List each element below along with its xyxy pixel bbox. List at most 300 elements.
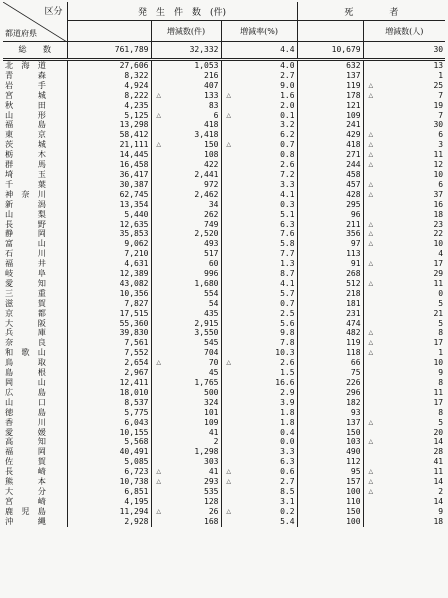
deaths-change: 17 xyxy=(433,338,444,348)
rate-decrease-mark xyxy=(221,348,233,358)
table-row xyxy=(3,338,445,348)
cases-decrease-mark xyxy=(151,81,163,91)
rate-decrease-mark xyxy=(221,120,233,130)
rate-decrease-mark xyxy=(221,408,233,418)
cases-rate: 4.1 xyxy=(280,189,295,199)
cases-decrease-mark xyxy=(151,220,163,230)
deaths-count: 95 xyxy=(297,467,363,477)
deaths-decrease-mark xyxy=(363,447,375,457)
prefecture-name: 沖 縄 xyxy=(5,516,46,526)
deaths-count: 150 xyxy=(297,428,363,438)
deaths-count: 458 xyxy=(297,170,363,180)
prefecture-name: 高 知 xyxy=(5,437,46,447)
deaths-change: 19 xyxy=(433,100,444,110)
table-row xyxy=(3,477,445,487)
prefecture-name: 山 形 xyxy=(5,110,46,120)
cases-count: 4,235 xyxy=(67,101,151,111)
cases-change: 26 xyxy=(208,506,219,516)
total-cases: 761,789 xyxy=(67,42,151,60)
cases-decrease-mark xyxy=(151,408,163,418)
prefecture-name: 新 潟 xyxy=(5,199,46,209)
deaths-change: 8 xyxy=(438,407,444,417)
table-row xyxy=(3,140,445,150)
deaths-count: 296 xyxy=(297,388,363,398)
cases-rate: 0.7 xyxy=(280,298,295,308)
cases-count: 21,111 xyxy=(67,140,151,150)
deaths-count: 66 xyxy=(297,358,363,368)
deaths-count: 109 xyxy=(297,111,363,121)
deaths-change: 25 xyxy=(433,80,444,90)
table-row xyxy=(3,497,445,507)
rate-decrease-mark xyxy=(221,309,233,319)
cases-count: 5,568 xyxy=(67,437,151,447)
deaths-count: 100 xyxy=(297,487,363,497)
cases-rate: 4.1 xyxy=(280,278,295,288)
cases-rate: 5.4 xyxy=(280,516,295,526)
prefecture-name: 滋 賀 xyxy=(5,298,46,308)
cases-change: 435 xyxy=(204,308,219,318)
rate-decrease-mark xyxy=(221,249,233,259)
deaths-count: 428 xyxy=(297,190,363,200)
cases-change: 168 xyxy=(204,516,219,526)
prefecture-name: 愛 知 xyxy=(5,278,46,288)
cases-count: 4,631 xyxy=(67,259,151,269)
rate-decrease-mark: △ xyxy=(221,477,233,487)
cases-decrease-mark xyxy=(151,368,163,378)
table-row xyxy=(3,289,445,299)
prefecture-name: 福 島 xyxy=(5,120,46,130)
cases-count: 8,537 xyxy=(67,398,151,408)
deaths-count: 490 xyxy=(297,447,363,457)
cases-change: 972 xyxy=(204,179,219,189)
deaths-count: 119 xyxy=(297,338,363,348)
cases-decrease-mark xyxy=(151,200,163,210)
deaths-change: 28 xyxy=(433,447,444,457)
deaths-decrease-mark: △ xyxy=(363,487,375,497)
deaths-count: 150 xyxy=(297,507,363,517)
deaths-count: 356 xyxy=(297,229,363,239)
cases-rate: 3.3 xyxy=(280,179,295,189)
cases-change: 133 xyxy=(204,90,219,100)
cases-change: 2,441 xyxy=(194,169,219,179)
cases-count: 7,561 xyxy=(67,338,151,348)
cases-decrease-mark xyxy=(151,101,163,111)
cases-change: 407 xyxy=(204,80,219,90)
total-deaths-change: 30 xyxy=(375,42,445,60)
cases-change: 41 xyxy=(208,427,219,437)
deaths-decrease-mark xyxy=(363,111,375,121)
cases-change: 45 xyxy=(208,368,219,378)
cases-count: 4,924 xyxy=(67,81,151,91)
deaths-change: 17 xyxy=(433,397,444,407)
prefecture-name: 青 森 xyxy=(5,70,46,80)
table-row xyxy=(3,200,445,210)
deaths-decrease-mark xyxy=(363,71,375,81)
cases-count: 13,354 xyxy=(67,200,151,210)
deaths-change: 18 xyxy=(433,209,444,219)
prefecture-name: 静 岡 xyxy=(5,229,46,239)
cases-rate: 0.6 xyxy=(280,467,295,477)
table-row xyxy=(3,259,445,269)
rate-decrease-mark xyxy=(221,299,233,309)
cases-change: 324 xyxy=(204,397,219,407)
deaths-change: 21 xyxy=(433,308,444,318)
deaths-decrease-mark xyxy=(363,309,375,319)
table-row xyxy=(3,358,445,368)
deaths-count: 178 xyxy=(297,91,363,101)
deaths-decrease-mark xyxy=(363,497,375,507)
rate-decrease-mark xyxy=(221,368,233,378)
cases-count: 12,411 xyxy=(67,378,151,388)
prefecture-name: 広 島 xyxy=(5,387,46,397)
cases-change: 150 xyxy=(204,140,219,150)
cases-change: 996 xyxy=(204,269,219,279)
deaths-count: 113 xyxy=(297,249,363,259)
deaths-change: 10 xyxy=(433,239,444,249)
prefecture-name: 宮 城 xyxy=(5,90,46,100)
rate-decrease-mark xyxy=(221,457,233,467)
deaths-decrease-mark: △ xyxy=(363,259,375,269)
deaths-count: 295 xyxy=(297,200,363,210)
deaths-change: 8 xyxy=(438,378,444,387)
cases-rate: 3.2 xyxy=(280,120,295,130)
deaths-change: 17 xyxy=(433,259,444,269)
cases-decrease-mark xyxy=(151,497,163,507)
cases-rate: 0.0 xyxy=(280,437,295,447)
deaths-change: 0 xyxy=(438,288,444,298)
deaths-decrease-mark xyxy=(363,60,375,71)
prefecture-name: 岐 阜 xyxy=(5,269,46,279)
cases-rate: 0.8 xyxy=(280,150,295,160)
cases-change: 2,915 xyxy=(194,318,219,328)
rate-decrease-mark xyxy=(221,60,233,71)
deaths-count: 218 xyxy=(297,289,363,299)
cases-change: 101 xyxy=(204,407,219,417)
deaths-change: 16 xyxy=(433,199,444,209)
table-row xyxy=(3,418,445,428)
cases-decrease-mark xyxy=(151,517,163,527)
deaths-count: 93 xyxy=(297,408,363,418)
cases-rate: 2.6 xyxy=(280,160,295,170)
cases-group-header: 発 生 件 数 (件) xyxy=(67,2,297,21)
table-row xyxy=(3,348,445,358)
cases-rate: 2.5 xyxy=(280,308,295,318)
corner-bottom-label: 都道府県 xyxy=(5,29,37,38)
cases-count: 5,775 xyxy=(67,408,151,418)
cases-count: 27,606 xyxy=(67,60,151,71)
table-row xyxy=(3,487,445,497)
deaths-change: 4 xyxy=(438,249,444,259)
table-row xyxy=(3,269,445,279)
cases-count: 2,967 xyxy=(67,368,151,378)
deaths-decrease-mark xyxy=(363,428,375,438)
cases-rate: 3.9 xyxy=(280,397,295,407)
cases-rate: 6.3 xyxy=(280,457,295,467)
deaths-change: 5 xyxy=(438,318,444,328)
cases-decrease-mark xyxy=(151,180,163,190)
rate-decrease-mark xyxy=(221,388,233,398)
total-rate: 4.4 xyxy=(233,42,297,60)
prefecture-name: 愛 媛 xyxy=(5,427,46,437)
cases-rate: 0.3 xyxy=(280,199,295,209)
cases-change: 1,053 xyxy=(194,61,219,70)
cases-count: 6,723 xyxy=(67,467,151,477)
prefecture-name: 奈 良 xyxy=(5,338,46,348)
cases-rate: 0.2 xyxy=(280,506,295,516)
prefecture-name: 岩 手 xyxy=(5,80,46,90)
deaths-decrease-mark: △ xyxy=(363,437,375,447)
table-row xyxy=(3,210,445,220)
deaths-decrease-mark xyxy=(363,408,375,418)
deaths-decrease-mark xyxy=(363,517,375,527)
table-row xyxy=(3,150,445,160)
deaths-count: 97 xyxy=(297,239,363,249)
cases-rate-header: 増減率(%) xyxy=(221,21,297,42)
rate-decrease-mark xyxy=(221,279,233,289)
cases-rate: 1.8 xyxy=(280,417,295,427)
deaths-decrease-mark xyxy=(363,289,375,299)
rate-decrease-mark xyxy=(221,239,233,249)
cases-decrease-mark xyxy=(151,487,163,497)
deaths-change: 20 xyxy=(433,427,444,437)
deaths-change: 8 xyxy=(438,328,444,338)
deaths-total-header xyxy=(297,21,363,42)
deaths-decrease-mark xyxy=(363,368,375,378)
cases-rate: 9.8 xyxy=(280,328,295,338)
table-row xyxy=(3,299,445,309)
cases-count: 10,356 xyxy=(67,289,151,299)
cases-change: 34 xyxy=(208,199,219,209)
table-row xyxy=(3,279,445,289)
deaths-decrease-mark: △ xyxy=(363,348,375,358)
cases-rate: 7.2 xyxy=(280,169,295,179)
deaths-change: 2 xyxy=(438,486,444,496)
cases-change: 108 xyxy=(204,150,219,160)
deaths-change: 11 xyxy=(433,150,444,160)
cases-decrease-mark xyxy=(151,348,163,358)
cases-rate: 1.6 xyxy=(280,90,295,100)
table-row xyxy=(3,447,445,457)
cases-decrease-mark xyxy=(151,309,163,319)
header-row-top xyxy=(3,2,445,21)
prefecture-name: 三 重 xyxy=(5,288,46,298)
deaths-decrease-mark: △ xyxy=(363,467,375,477)
cases-change: 1,298 xyxy=(194,447,219,457)
table-row xyxy=(3,378,445,388)
prefecture-name: 山 梨 xyxy=(5,209,46,219)
prefecture-name: 神 奈 川 xyxy=(5,189,46,199)
cases-count: 2,654 xyxy=(67,358,151,368)
cases-rate: 1.5 xyxy=(280,368,295,378)
deaths-change: 22 xyxy=(433,229,444,239)
cases-rate: 7.7 xyxy=(280,249,295,259)
table-row xyxy=(3,160,445,170)
table-row xyxy=(3,517,445,527)
table-row xyxy=(3,180,445,190)
deaths-count: 632 xyxy=(297,60,363,71)
table-row xyxy=(3,111,445,121)
deaths-count: 103 xyxy=(297,437,363,447)
rate-decrease-mark: △ xyxy=(221,111,233,121)
cases-decrease-mark xyxy=(151,398,163,408)
deaths-change: 37 xyxy=(433,189,444,199)
cases-change: 1,680 xyxy=(194,278,219,288)
prefecture-name: 千 葉 xyxy=(5,179,46,189)
deaths-count: 457 xyxy=(297,180,363,190)
cases-count: 18,010 xyxy=(67,388,151,398)
cases-count: 58,412 xyxy=(67,130,151,140)
cases-count: 55,360 xyxy=(67,319,151,329)
cases-rate: 1.3 xyxy=(280,259,295,269)
prefecture-name: 埼 玉 xyxy=(5,169,46,179)
deaths-decrease-mark xyxy=(363,319,375,329)
deaths-decrease-mark: △ xyxy=(363,190,375,200)
cases-change: 262 xyxy=(204,209,219,219)
cases-count: 2,928 xyxy=(67,517,151,527)
cases-decrease-mark: △ xyxy=(151,467,163,477)
prefecture-name: 大 阪 xyxy=(5,318,46,328)
cases-count: 12,635 xyxy=(67,220,151,230)
rate-decrease-mark: △ xyxy=(221,467,233,477)
cases-decrease-mark xyxy=(151,437,163,447)
cases-decrease-mark xyxy=(151,71,163,81)
deaths-decrease-mark xyxy=(363,398,375,408)
deaths-count: 268 xyxy=(297,269,363,279)
deaths-decrease-mark xyxy=(363,249,375,259)
cases-change: 128 xyxy=(204,496,219,506)
rate-decrease-mark xyxy=(221,130,233,140)
deaths-change: 7 xyxy=(438,90,444,100)
cases-count: 8,222 xyxy=(67,91,151,101)
cases-decrease-mark xyxy=(151,210,163,220)
deaths-count: 137 xyxy=(297,418,363,428)
prefecture-name: 石 川 xyxy=(5,249,46,259)
corner-cell xyxy=(3,2,67,42)
cases-count: 6,043 xyxy=(67,418,151,428)
rate-decrease-mark: △ xyxy=(221,140,233,150)
cases-decrease-mark xyxy=(151,319,163,329)
statistics-table-page xyxy=(0,2,448,598)
cases-decrease-mark xyxy=(151,269,163,279)
cases-rate: 8.7 xyxy=(280,269,295,279)
deaths-count: 119 xyxy=(297,81,363,91)
table-row xyxy=(3,368,445,378)
deaths-count: 121 xyxy=(297,101,363,111)
prefecture-name: 福 井 xyxy=(5,259,46,269)
cases-decrease-mark: △ xyxy=(151,111,163,121)
table-row xyxy=(3,229,445,239)
cases-count: 43,082 xyxy=(67,279,151,289)
cases-count: 11,294 xyxy=(67,507,151,517)
deaths-count: 181 xyxy=(297,299,363,309)
deaths-count: 271 xyxy=(297,150,363,160)
rate-decrease-mark xyxy=(221,447,233,457)
deaths-change: 9 xyxy=(438,506,444,516)
cases-count: 6,851 xyxy=(67,487,151,497)
cases-change: 3,418 xyxy=(194,130,219,140)
cases-decrease-mark xyxy=(151,378,163,388)
deaths-decrease-mark xyxy=(363,299,375,309)
deaths-count: 91 xyxy=(297,259,363,269)
rate-decrease-mark xyxy=(221,180,233,190)
deaths-change: 23 xyxy=(433,219,444,229)
deaths-change: 10 xyxy=(433,169,444,179)
deaths-decrease-mark xyxy=(363,457,375,467)
cases-total-header xyxy=(67,21,151,42)
deaths-change: 11 xyxy=(433,467,444,477)
table-row xyxy=(3,309,445,319)
table-row xyxy=(3,239,445,249)
total-row xyxy=(3,42,445,60)
cases-decrease-mark xyxy=(151,279,163,289)
rate-decrease-mark xyxy=(221,160,233,170)
table-row xyxy=(3,130,445,140)
cases-change: 2 xyxy=(213,437,219,447)
deaths-decrease-mark xyxy=(363,120,375,130)
cases-change: 535 xyxy=(204,486,219,496)
cases-change: 70 xyxy=(208,358,219,368)
cases-count: 9,062 xyxy=(67,239,151,249)
deaths-decrease-mark: △ xyxy=(363,328,375,338)
prefecture-name: 北 海 道 xyxy=(5,60,46,70)
deaths-change: 7 xyxy=(438,110,444,120)
deaths-decrease-mark: △ xyxy=(363,180,375,190)
cases-rate: 10.3 xyxy=(275,348,295,358)
table-row xyxy=(3,71,445,81)
cases-count: 12,389 xyxy=(67,269,151,279)
prefecture-name: 岡 山 xyxy=(5,378,46,387)
cases-count: 35,853 xyxy=(67,229,151,239)
prefecture-name: 熊 本 xyxy=(5,477,46,487)
cases-count: 10,738 xyxy=(67,477,151,487)
prefecture-name: 富 山 xyxy=(5,239,46,249)
prefecture-name: 鳥 取 xyxy=(5,358,46,368)
table-row xyxy=(3,408,445,418)
rate-decrease-mark xyxy=(221,210,233,220)
deaths-decrease-mark: △ xyxy=(363,477,375,487)
rate-decrease-mark xyxy=(221,319,233,329)
rate-decrease-mark xyxy=(221,437,233,447)
total-deaths: 10,679 xyxy=(297,42,363,60)
cases-rate: 2.0 xyxy=(280,100,295,110)
cases-count: 30,387 xyxy=(67,180,151,190)
cases-decrease-mark xyxy=(151,120,163,130)
deaths-count: 512 xyxy=(297,279,363,289)
cases-rate: 16.6 xyxy=(275,378,295,387)
total-label: 総 数 xyxy=(3,42,67,60)
deaths-count: 96 xyxy=(297,210,363,220)
rate-decrease-mark xyxy=(221,487,233,497)
cases-change: 704 xyxy=(204,348,219,358)
deaths-change: 6 xyxy=(438,130,444,140)
deaths-count: 118 xyxy=(297,348,363,358)
cases-decrease-mark xyxy=(151,150,163,160)
cases-decrease-mark xyxy=(151,249,163,259)
prefecture-name: 徳 島 xyxy=(5,407,46,417)
deaths-decrease-mark: △ xyxy=(363,130,375,140)
deaths-decrease-mark xyxy=(363,388,375,398)
cases-decrease-mark xyxy=(151,299,163,309)
rate-decrease-mark xyxy=(221,150,233,160)
rate-decrease-mark xyxy=(221,81,233,91)
traffic-accident-table xyxy=(3,2,445,527)
cases-change: 54 xyxy=(208,298,219,308)
rate-decrease-mark: △ xyxy=(221,358,233,368)
cases-count: 5,440 xyxy=(67,210,151,220)
deaths-change: 10 xyxy=(433,358,444,368)
rate-decrease-mark xyxy=(221,328,233,338)
deaths-decrease-mark xyxy=(363,378,375,388)
